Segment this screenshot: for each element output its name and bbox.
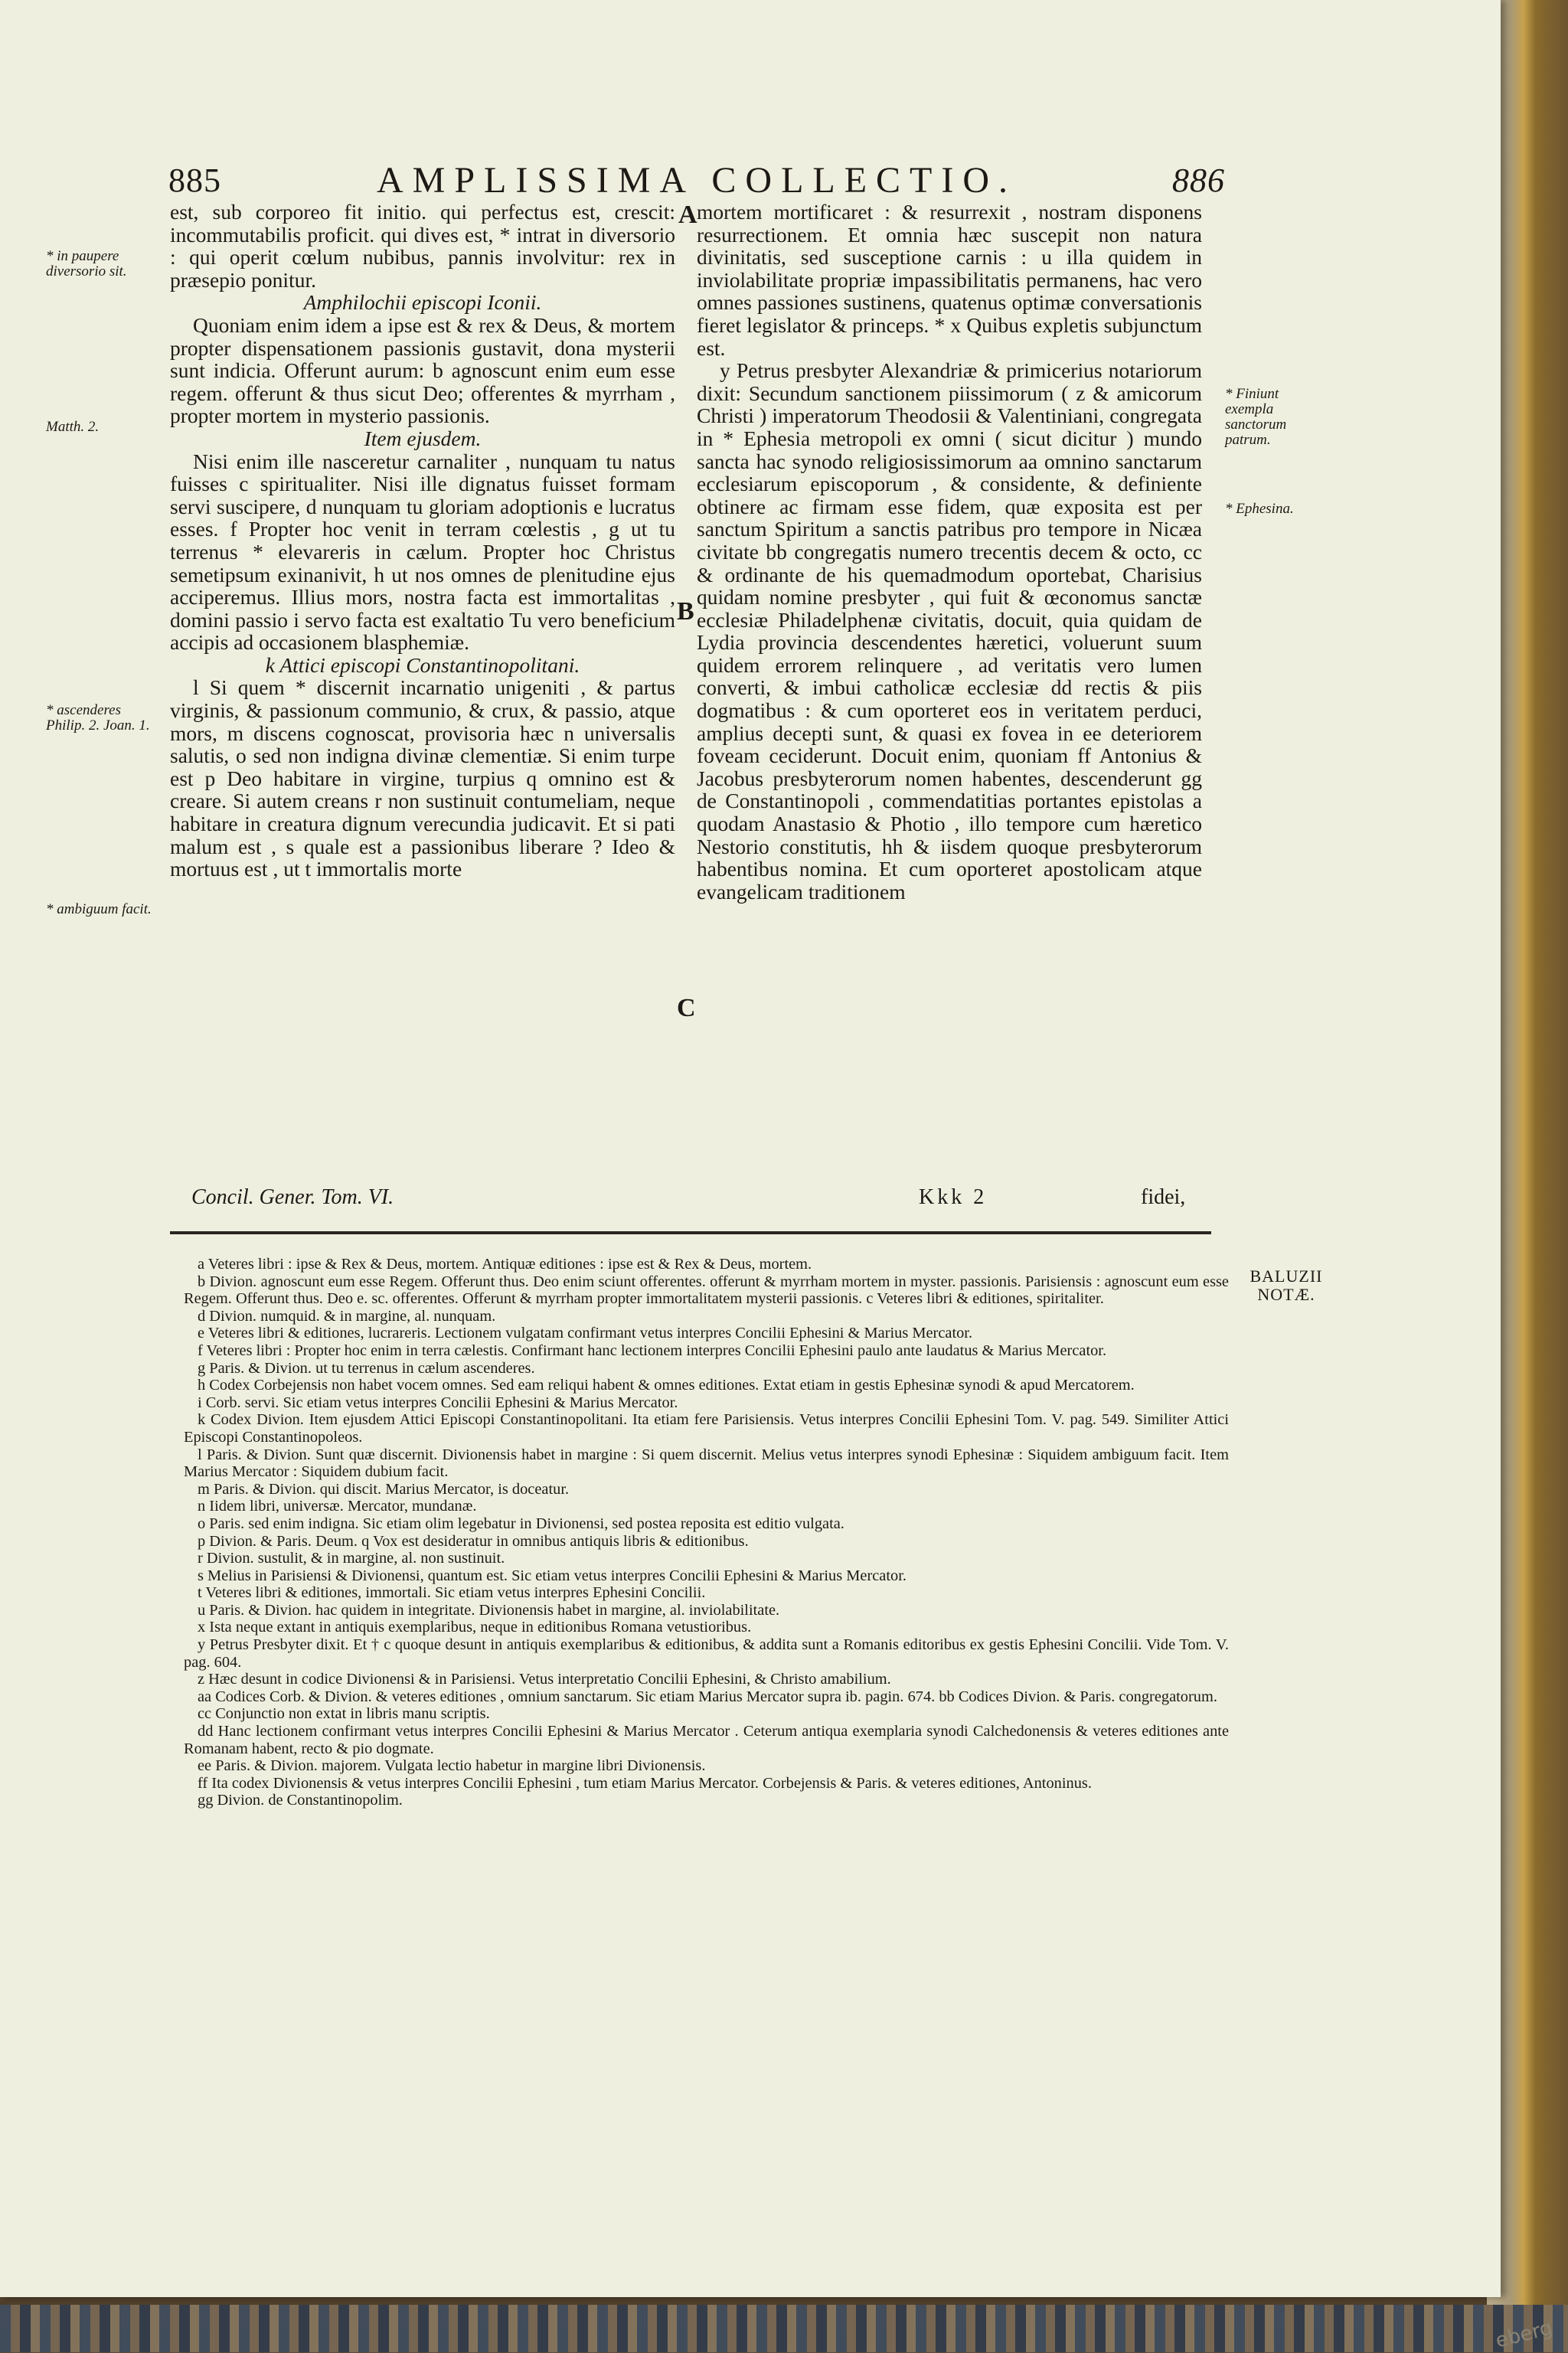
footnote: dd Hanc lectionem confirmant vetus interpres Concilii Ephesini & Marius Mercator . Ceterum antiqua exemplaria synodi Calchedonensis & veteres editiones ante Romanam habent, recto & pio dogmate. <box>184 1723 1229 1757</box>
footnote: a Veteres libri : ipse & Rex & Deus, mortem. Antiquæ editiones : ipse est & Rex & Deus, mortem. <box>198 1256 812 1273</box>
section-heading: Amphilochii episcopi Iconii. <box>303 290 542 315</box>
section-heading: k Attici episcopi Constantinopolitani. <box>265 652 580 677</box>
footnote: f Veteres libri : Propter hoc enim in terra cælestis. Confirmant hanc lectionem interpres Concilii Ephesini paulo ante laudatus & Marius Mercator. <box>198 1342 1107 1359</box>
footnote: o Paris. sed enim indigna. Sic etiam olim legebatur in Divionensi, sed postea reposita est editio vulgata. <box>198 1515 844 1532</box>
footnote: cc Conjunctio non extat in libris manu scriptis. <box>198 1705 490 1723</box>
footnote: i Corb. servi. Sic etiam vetus interpres Concilii Ephesini & Marius Mercator. <box>198 1394 678 1411</box>
margin-note: * ascenderes Philip. 2. Joan. 1. <box>46 702 150 734</box>
source-reference: Concil. Gener. Tom. VI. <box>191 1185 394 1209</box>
margin-note: * Finiunt exempla sanctorum patrum. <box>1225 386 1287 448</box>
footnote: e Veteres libri & editiones, lucrareris. Lectionem vulgatam confirmant vetus interpres Concilii Ephesini & Marius Mercator. <box>198 1325 973 1342</box>
cloth-edge <box>0 2305 1568 2352</box>
column-marker-a: A <box>678 201 697 229</box>
column-marker-b: B <box>677 597 694 626</box>
divider <box>170 1231 1211 1234</box>
paragraph: l Si quem * discernit incarnatio unigeniti , & partus virginis, & passionum communio, & crux, & passio, atque mors, m discens cognoscat, provisoria hæc n universalis salutis, o sed non indigna divinæ clementiæ. Si enim turpe est p Deo habitare in virgine, turpius q omnino est & creare. Si autem creans r non sustinuit contumeliam, neque habitare in creatura dignum verecundia judicavit. Et si pati malum est , s quale est a passionibus liberare ? Ideo & mortuus est , ut t immortalis morte <box>170 675 675 881</box>
footnote: r Divion. sustulit, & in margine, al. non sustinuit. <box>198 1550 505 1567</box>
footnote: n Iidem libri, universæ. Mercator, mundanæ. <box>198 1498 477 1515</box>
paragraph: mortem mortificaret : & resurrexit , nostram disponens resurrectionem. Et omnia hæc suscepit non natura divinitatis, sed susceptione carnis : u illa quidem in inviolabilitate propriæ impassibilitatis permanens, hac vero omnes passiones sustinens, quatenus optimæ conversationis fieret legislator & princeps. * x Quibus expletis subjunctum est. <box>697 201 1202 360</box>
footnote: l Paris. & Divion. Sunt quæ discernit. Divionensis habet in margine : Si quem discernit. Melius vetus interpres synodi Ephesinæ : Siquidem ambiguum facit. Item Marius Mercator : Siquidem dubium facit. <box>184 1446 1229 1481</box>
footnote: z Hæc desunt in codice Divionensi & in Parisiensi. Vetus interpretatio Concilii Ephesini, & Christo amabilium. <box>198 1671 891 1688</box>
page-footer <box>191 1185 1187 1211</box>
footnote: gg Divion. de Constantinopolim. <box>198 1792 403 1809</box>
footnote: ee Paris. & Divion. majorem. Vulgata lectio habetur in margine libri Divionensis. <box>198 1757 706 1775</box>
right-text-column <box>697 201 1202 1219</box>
footnote: g Paris. & Divion. ut tu terrenus in cælum ascenderes. <box>198 1359 535 1377</box>
watermark: eberg <box>1493 2316 1555 2353</box>
footnote: x Ista neque extant in antiquis exemplaribus, neque in editionibus Romana vetustioribus. <box>198 1619 752 1636</box>
right-page-number: 886 <box>1172 162 1225 199</box>
paragraph: est, sub corporeo fit initio. qui perfectus est, crescit: incommutabilis proficit. qui dives est, * intrat in diversorio : qui operit cœlum nubibus, pannis involvitur: rex in præsepio ponitur. <box>170 201 675 292</box>
paragraph: Nisi enim ille nasceretur carnaliter , nunquam tu natus fuisses c spiritualiter. Nisi ille dignatus fuisset formam servi suscipere, d nunquam tu gloriam adoptionis e lucratus esses. f Propter hoc venit in terram cœlestis , g ut tu terrenus * elevareris in cælum. Propter hoc Christus semetipsum exinanivit, h ut nos omnes de plenitudine ejus acciperemus. Illius mors, nostra facta est immortalitas , domini passio i servo facta est exaltatio Tu vero beneficium accipis ad occasionem blasphemiæ. <box>170 449 675 655</box>
margin-note: * in paupere diversorio sit. <box>46 248 127 279</box>
footnote: d Divion. numquid. & in margine, al. nunquam. <box>198 1307 496 1325</box>
margin-note: * ambiguum facit. <box>46 901 152 917</box>
paragraph: y Petrus presbyter Alexandriæ & primicerius notariorum dixit: Secundum sanctionem piissimorum ( z & amicorum Christi ) imperatorum Theodosii & Valentiniani, congregata in * Ephesia metropoli ex omni ( sicut dicitur ) mundo sancta hac synodo religiosissimorum aa omnino sanctarum ecclesiarum episcoporum , & considente, & definiente obtinere ac firmam esse fidem, quæ exposita est per sanctum Spiritum a sanctis patribus pro tempore in Nicæa civitate bb congregatis numero trecentis decem & octo, cc & ordinante de his quemadmodum oportebat, Charisius quidam nomine presbyter , qui fuit & œconomus sanctæ ecclesiæ Philadelphenæ civitatis, docuit, quia quidam de Lydia provincia descendentes hæretici, voluerunt suum quidem errorem relinquere , ad veritatis vero lumen converti, & imbui catholicæ ecclesiæ dd rectis & piis dogmatibus : & cum oporteret eos in veritatem perduci, amplius decepti sunt, & quasi ex fovea in ee deteriorem foveam ceciderunt. Docuit enim, quoniam ff Antonius & Jacobus presbyterorum nomen habentes, descenderunt gg de Constantinopoli , commendatitias portantes epistolas a quodam Anastasio & Photio , illo tempore cum hæretico Nestorio constitutis, hh & iisdem quoque presbyterorum habentibus nomina. Et cum oporteret apostolicam atque evangelicam traditionem <box>697 358 1202 904</box>
left-page-number: 885 <box>168 162 221 199</box>
left-text-column <box>170 201 675 1219</box>
running-head <box>168 153 1225 199</box>
footnotes <box>184 1256 1229 2113</box>
paragraph: Quoniam enim idem a ipse est & rex & Deus, & mortem propter dispensationem passionis gustavit, dona mysterii sunt indicia. Offerunt aurum: b agnoscunt enim eum esse regem. offerunt & thus sicut Deo; offerentes & myrrham , propter mortem in mysterio passionis. <box>170 312 675 428</box>
notes-title: BALUZII NOTÆ. <box>1250 1266 1323 1304</box>
footnote: m Paris. & Divion. qui discit. Marius Mercator, is doceatur. <box>198 1480 570 1498</box>
signature-mark: Kkk 2 <box>919 1185 988 1209</box>
footnote: h Codex Corbejensis non habet vocem omnes. Sed eam reliqui habent & omnes editiones. Extat etiam in gestis Ephesinæ synodi & apud Mercatorem. <box>198 1377 1135 1394</box>
catchword: fidei, <box>1141 1185 1186 1209</box>
page-title: AMPLISSIMA COLLECTIO. <box>376 160 1018 201</box>
column-marker-c: C <box>677 994 696 1022</box>
footnote: y Petrus Presbyter dixit. Et † c quoque desunt in antiquis exemplaribus & editionibus, & addita sunt a Romanis editoribus ex gestis Ephesini Concilii. Vide Tom. V. pag. 604. <box>184 1636 1229 1671</box>
footnote: u Paris. & Divion. hac quidem in integritate. Divionensis habet in margine, al. inviolabilitate. <box>198 1601 780 1619</box>
footnote: p Divion. & Paris. Deum. q Vox est desideratur in omnibus antiquis libris & editionibus. <box>198 1532 749 1550</box>
margin-note: Matth. 2. <box>46 419 100 435</box>
footnote: ff Ita codex Divionensis & vetus interpres Concilii Ephesini , tum etiam Marius Mercator. Corbejensis & Paris. & veteres editiones, Antoninus. <box>198 1774 1092 1792</box>
footnote: t Veteres libri & editiones, immortali. Sic etiam vetus interpres Ephesini Concilii. <box>198 1584 706 1602</box>
footnote: s Melius in Parisiensi & Divionensi, quantum est. Sic etiam vetus interpres Concilii Ephesini & Marius Mercator. <box>198 1567 906 1584</box>
margin-note: * Ephesina. <box>1225 501 1294 517</box>
footnote: k Codex Divion. Item ejusdem Attici Episcopi Constantinopolitani. Ita etiam fere Parisiensis. Vetus interpres Concilii Ephesini Tom. V. pag. 549. Similiter Attici Episcopi Constantinopoleos. <box>184 1411 1229 1446</box>
footnote: b Divion. agnoscunt eum esse Regem. Offerunt thus. Deo enim sciunt offerentes. offerunt & myrrham mortem in myster. passionis. Parisiensis : agnoscunt eum esse Regem. Offerunt thus. Deo e. sc. offerentes. Offerunt & myrrham propter immortalitatem mysterii passionis. c Veteres libri & editiones, spiritaliter. <box>184 1273 1229 1308</box>
section-heading: Item ejusdem. <box>364 426 482 450</box>
footnote: aa Codices Corb. & Divion. & veteres editiones , omnium sanctarum. Sic etiam Marius Mercator supra ib. pagin. 674. bb Codices Divion. & Paris. congregatorum. <box>198 1688 1217 1705</box>
